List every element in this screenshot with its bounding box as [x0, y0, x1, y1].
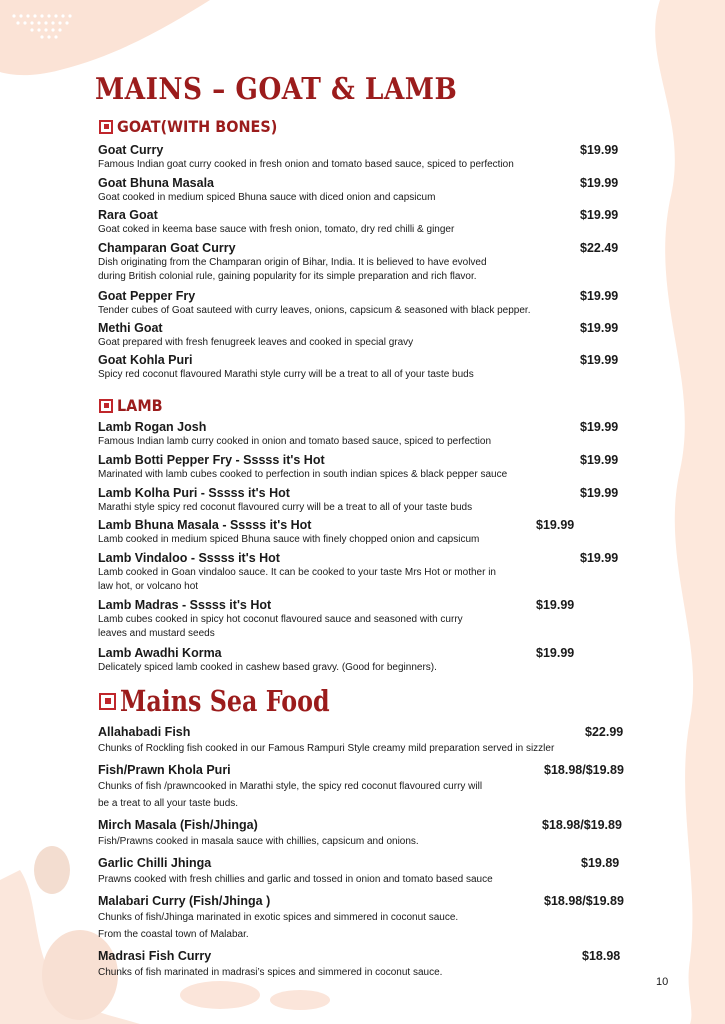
menu-item-mirch-masala	[98, 818, 638, 850]
item-description: Marathi style spicy red coconut flavoured curry will be a treat to all of your taste buds	[98, 502, 473, 513]
section-label-lamb: LAMB	[117, 396, 163, 415]
item-name: Champaran Goat Curry	[98, 241, 236, 255]
item-description: Delicately spiced lamb cooked in cashew based gravy. (Good for beginners).	[98, 662, 437, 673]
menu-item-goat-kohla-puri	[98, 353, 638, 382]
item-description: Chunks of Rockling fish cooked in our Famous Rampuri Style creamy mild preparation served in sizzler	[98, 743, 555, 754]
item-name: Lamb Bhuna Masala - Sssss it's Hot	[98, 518, 312, 532]
item-name: Lamb Awadhi Korma	[98, 646, 222, 660]
item-name: Goat Curry	[98, 143, 164, 157]
item-description: Goat cooked in medium spiced Bhuna sauce with diced onion and capsicum	[98, 192, 436, 203]
section-label-seafood: Mains Sea Food	[120, 684, 330, 718]
menu-item-lamb-awadhi-korma	[98, 646, 638, 675]
item-price: $19.99	[536, 518, 575, 532]
item-price: $19.99	[580, 143, 619, 157]
item-price: $19.99	[580, 208, 619, 222]
item-price: $19.99	[580, 486, 619, 500]
item-price: $22.49	[580, 241, 619, 255]
menu-item-lamb-bhuna-masala	[98, 518, 638, 547]
square-bullet-icon	[99, 693, 116, 710]
item-name: Garlic Chilli Jhinga	[98, 856, 212, 870]
item-description: Spicy red coconut flavoured Marathi style curry will be a treat to all of your taste buds	[98, 369, 474, 380]
item-name: Lamb Botti Pepper Fry - Sssss it's Hot	[98, 453, 325, 467]
item-price: $19.99	[536, 598, 575, 612]
item-description: Goat prepared with fresh fenugreek leaves and cooked in special gravy	[98, 337, 414, 348]
menu-item-lamb-vindaloo	[98, 551, 638, 594]
item-description: Tender cubes of Goat sauteed with curry leaves, onions, capsicum & seasoned with black pepper.	[98, 305, 531, 316]
menu-item-garlic-chilli-jhinga	[98, 856, 638, 888]
item-price: $19.89	[581, 856, 620, 870]
square-bullet-icon	[99, 120, 113, 134]
menu-item-madrasi-fish-curry	[98, 949, 638, 981]
item-price: $22.99	[585, 725, 624, 739]
menu-item-fish-prawn-khola-puri	[98, 763, 638, 812]
menu-item-malabari-curry	[98, 894, 638, 943]
item-name: Goat Pepper Fry	[98, 289, 196, 303]
dot-pattern-decoration	[10, 12, 80, 42]
item-name: Goat Kohla Puri	[98, 353, 193, 367]
item-price: $18.98/$19.89	[544, 763, 624, 777]
item-name: Lamb Rogan Josh	[98, 420, 207, 434]
item-name: Mirch Masala (Fish/Jhinga)	[98, 818, 258, 832]
item-name: Madrasi Fish Curry	[98, 949, 212, 963]
item-price: $18.98/$19.89	[544, 894, 624, 908]
menu-item-allahabadi-fish	[98, 725, 638, 757]
item-description: Lamb cubes cooked in spicy hot coconut flavoured sauce and seasoned with curry leaves and mustard seeds	[98, 614, 463, 639]
section-heading-goat	[99, 117, 295, 136]
item-price: $18.98/$19.89	[542, 818, 622, 832]
section-heading-lamb	[99, 396, 168, 415]
item-price: $19.99	[580, 176, 619, 190]
item-price: $19.99	[580, 420, 619, 434]
item-name: Methi Goat	[98, 321, 163, 335]
page-title: MAINS – GOAT & LAMB	[95, 72, 458, 107]
menu-item-lamb-kolha-puri	[98, 486, 638, 515]
menu-item-lamb-rogan-josh	[98, 420, 638, 449]
item-name: Fish/Prawn Khola Puri	[98, 763, 231, 777]
item-description: Chunks of fish /prawncooked in Marathi style, the spicy red coconut flavoured curry will be a treat to all your taste buds.	[98, 781, 483, 809]
item-name: Goat Bhuna Masala	[98, 176, 214, 190]
item-description: Famous Indian lamb curry cooked in onion and tomato based sauce, spiced to perfection	[98, 436, 492, 447]
item-price: $19.99	[580, 453, 619, 467]
item-description: Famous Indian goat curry cooked in fresh onion and tomato based sauce, spiced to perfection	[98, 159, 514, 170]
square-bullet-icon	[99, 399, 113, 413]
item-price: $19.99	[580, 551, 619, 565]
item-price: $19.99	[580, 321, 619, 335]
menu-item-rara-goat	[98, 208, 638, 237]
item-price: $19.99	[580, 289, 619, 303]
item-description: Dish originating from the Champaran origin of Bihar, India. It is believed to have evolved during British colonial rule, gaining popularity for its simple preparation and rich flavor.	[98, 257, 487, 282]
menu-item-champaran-goat-curry	[98, 241, 638, 284]
menu-item-goat-pepper-fry	[98, 289, 638, 318]
menu-item-goat-bhuna-masala	[98, 176, 638, 205]
item-description: Marinated with lamb cubes cooked to perfection in south indian spices & black pepper sauce	[98, 469, 508, 480]
page-number: 10	[656, 976, 669, 988]
item-name: Lamb Madras - Sssss it's Hot	[98, 598, 272, 612]
item-name: Allahabadi Fish	[98, 725, 191, 739]
item-price: $18.98	[582, 949, 621, 963]
item-name: Malabari Curry (Fish/Jhinga )	[98, 894, 271, 908]
item-description: Prawns cooked with fresh chillies and garlic and tossed in onion and tomato based sauce	[98, 874, 493, 885]
section-label-goat: GOAT(WITH BONES)	[117, 117, 278, 136]
item-price: $19.99	[536, 646, 575, 660]
item-description: Chunks of fish marinated in madrasi’s spices and simmered in coconut sauce.	[98, 967, 443, 978]
item-description: Goat coked in keema base sauce with fresh onion, tomato, dry red chilli & ginger	[98, 224, 455, 235]
item-price: $19.99	[580, 353, 619, 367]
item-description: Lamb cooked in medium spiced Bhuna sauce with finely chopped onion and capsicum	[98, 534, 480, 545]
item-description: Chunks of fish/Jhinga marinated in exotic spices and simmered in coconut sauce. From the coastal town of Malabar.	[98, 912, 459, 940]
menu-item-methi-goat	[98, 321, 638, 350]
section-heading-seafood	[99, 684, 376, 718]
item-name: Lamb Kolha Puri - Sssss it's Hot	[98, 486, 290, 500]
item-name: Rara Goat	[98, 208, 158, 222]
menu-item-lamb-madras	[98, 598, 638, 641]
item-name: Lamb Vindaloo - Sssss it's Hot	[98, 551, 280, 565]
item-description: Fish/Prawns cooked in masala sauce with chillies, capsicum and onions.	[98, 836, 419, 847]
menu-item-goat-curry	[98, 143, 638, 172]
item-description: Lamb cooked in Goan vindaloo sauce. It can be cooked to your taste Mrs Hot or mother in law hot, or volcano hot	[98, 567, 496, 592]
menu-item-lamb-botti-pepper-fry	[98, 453, 638, 482]
